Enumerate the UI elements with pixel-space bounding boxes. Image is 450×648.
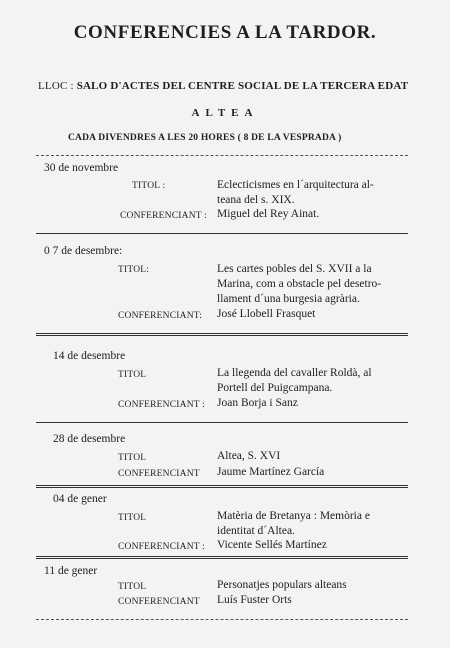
conferenciant-name: Vicente Sellés Martínez [217,539,327,551]
conferenciant-name: José Llobell Frasquet [217,308,316,320]
titol-line: Portell del Puigcampana. [217,382,333,394]
conferenciant-name: Jaume Martínez García [217,466,325,478]
session-date: 04 de gener [53,493,107,505]
titol-line: Matèria de Bretanya : Memòria e [217,510,370,522]
conferenciant-label: CONFERENCIANT [118,469,200,479]
conferenciant-label: CONFERENCIANT : [118,400,206,410]
schedule-line: CADA DIVENDRES A LES 20 HORES ( 8 DE LA VESPRADA ) [68,133,342,143]
titol-line: Les cartes pobles del S. XVII a la [217,263,372,275]
titol-label: TITOL [118,453,147,463]
titol-line: Marina, com a obstacle pel desetro- [217,278,382,290]
conferenciant-label: CONFERENCIANT [118,597,200,607]
divider [36,556,408,559]
titol-label: TITOL [118,370,147,380]
divider [36,422,408,423]
conferenciant-label: CONFERENCIANT : [118,542,206,552]
session-date: 30 de novembre [44,162,119,174]
titol-label: TITOL: [118,265,150,275]
venue-name: SALO D'ACTES DEL CENTRE SOCIAL DE LA TERCERA EDAT [76,80,409,92]
titol-line: Eclecticismes en l´arquitectura al- [217,179,374,191]
titol-label: TITOL [118,582,147,592]
conferenciant-name: Joan Borja i Sanz [217,397,298,409]
session-date: 14 de desembre [53,350,126,362]
titol-line: La llegenda del cavaller Roldà, al [217,367,372,379]
session-date: 11 de gener [44,565,98,577]
titol-label: TITOL [118,513,147,523]
titol-line: Personatjes populars alteans [217,579,347,591]
town-name: ALTEA [191,107,259,119]
titol-label: TITOL : [132,181,166,191]
divider [36,155,408,156]
titol-line: identitat d´Altea. [217,525,295,537]
conferenciant-name: Luís Fuster Orts [217,594,292,606]
divider [36,233,408,234]
session-date: 0 7 de desembre: [44,245,123,257]
divider [36,485,408,488]
conferenciant-name: Miguel del Rey Ainat. [217,208,320,220]
page-title: CONFERENCIES A LA TARDOR. [73,22,377,43]
lloc-label: LLOC : [38,80,74,92]
titol-line: llament d´una burgesia agrària. [217,293,360,305]
venue-line [38,80,408,92]
titol-line: teana del s. XIX. [217,194,295,206]
conferenciant-label: CONFERENCIANT: [118,311,203,321]
titol-line: Altea, S. XVI [217,450,281,462]
divider [36,619,408,620]
conferenciant-label: CONFERENCIANT : [120,211,208,221]
session-date: 28 de desembre [53,433,126,445]
divider [36,333,408,336]
